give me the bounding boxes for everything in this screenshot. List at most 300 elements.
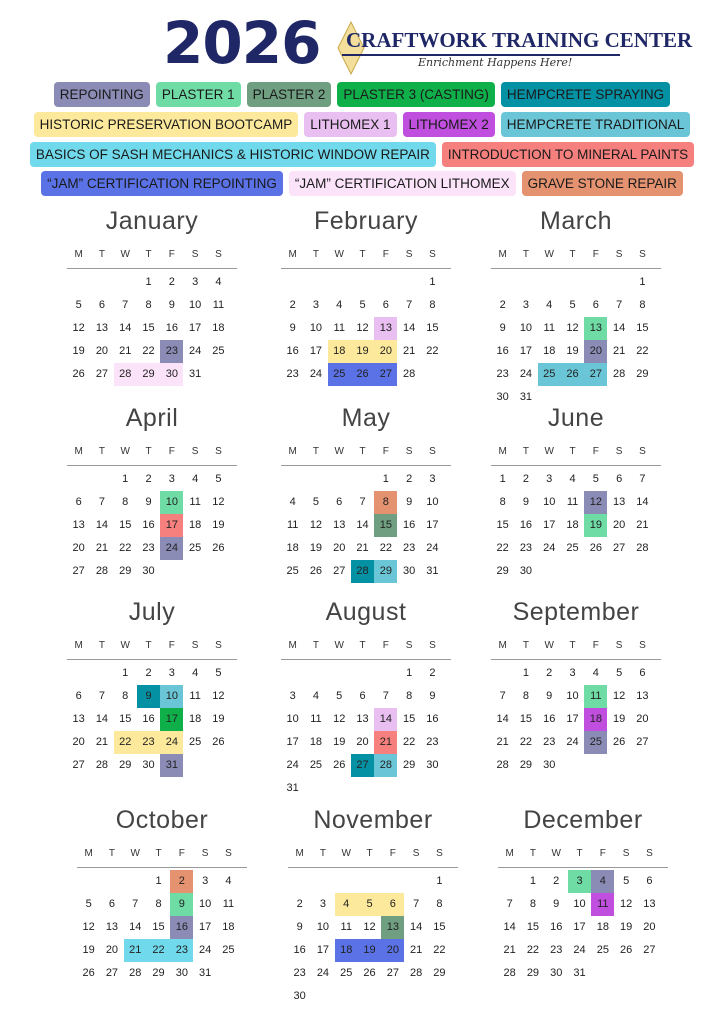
empty-day-cell [90, 271, 113, 294]
day-cell: 1 [499, 473, 506, 485]
day-cell: 31 [573, 967, 586, 979]
weekday-label: W [544, 249, 554, 260]
weekday-label: M [498, 446, 507, 457]
day-cell: 22 [526, 944, 540, 956]
legend-plaster-1: PLASTER 1 [156, 82, 241, 107]
day-cell: 1 [529, 875, 536, 887]
day-cell-event: 2 [170, 870, 193, 893]
weekday-label: W [544, 640, 554, 651]
day-cell: 20 [72, 736, 85, 748]
empty-day-cell [304, 468, 327, 491]
day-cell-event: 25 [328, 363, 351, 386]
legend-hempcrete-traditional: HEMPCRETE TRADITIONAL [501, 112, 691, 137]
day-cell-event: 12 [584, 491, 607, 514]
day-cell: 6 [382, 299, 389, 311]
day-cell: 19 [620, 921, 633, 933]
weekday-label: F [178, 848, 185, 859]
day-cell: 2 [499, 299, 506, 311]
empty-day-cell [67, 662, 90, 685]
day-cell: 31 [519, 391, 533, 403]
day-cell: 8 [522, 690, 529, 702]
day-grid [77, 870, 247, 985]
day-cell-event: 17 [160, 514, 183, 537]
day-cell: 2 [168, 276, 175, 288]
day-cell: 15 [526, 921, 540, 933]
day-cell-event: 17 [160, 708, 183, 731]
day-cell: 21 [503, 944, 516, 956]
day-cell: 8 [122, 690, 129, 702]
day-cell: 2 [145, 473, 152, 485]
day-cell-event: 21 [374, 731, 397, 754]
day-cell: 13 [356, 713, 369, 725]
day-cell: 18 [596, 921, 609, 933]
day-cell: 28 [636, 542, 649, 554]
day-cell-event: 28 [114, 363, 137, 386]
day-cell: 11 [286, 519, 299, 531]
day-cell: 25 [340, 967, 353, 979]
day-cell: 26 [212, 736, 225, 748]
day-cell-event: 16 [170, 916, 193, 939]
day-cell: 20 [636, 713, 649, 725]
day-cell: 24 [316, 967, 330, 979]
empty-day-cell [67, 271, 90, 294]
day-cell: 12 [72, 322, 85, 334]
day-grid [281, 468, 451, 583]
day-cell: 25 [189, 542, 202, 554]
day-cell: 29 [152, 967, 165, 979]
day-cell: 4 [192, 667, 199, 679]
day-cell: 16 [165, 322, 178, 334]
day-cell: 2 [296, 898, 303, 910]
weekday-label: M [74, 249, 83, 260]
weekday-label: M [74, 446, 83, 457]
day-cell: 17 [189, 322, 202, 334]
weekday-label: S [429, 446, 436, 457]
day-cell: 28 [496, 759, 509, 771]
day-cell-event: 22 [147, 939, 170, 962]
day-cell: 26 [589, 542, 602, 554]
empty-day-cell [288, 870, 311, 893]
weekday-label: M [84, 848, 93, 859]
day-cell: 6 [646, 875, 653, 887]
day-cell: 16 [142, 713, 155, 725]
day-cell-event: 20 [584, 340, 607, 363]
day-cell: 19 [613, 713, 626, 725]
weekday-header [67, 246, 237, 269]
day-cell: 27 [95, 368, 109, 380]
day-cell: 11 [340, 921, 352, 933]
day-cell: 30 [293, 990, 306, 1002]
month-title: January [105, 207, 199, 235]
day-cell: 26 [72, 368, 85, 380]
day-cell: 3 [192, 276, 199, 288]
day-cell: 25 [212, 345, 225, 357]
day-cell: 30 [426, 759, 439, 771]
day-cell: 12 [356, 322, 369, 334]
day-cell: 14 [503, 921, 516, 933]
day-cell: 18 [189, 713, 202, 725]
weekday-label: W [551, 848, 561, 859]
day-cell: 1 [639, 276, 646, 288]
day-cell: 10 [309, 322, 323, 334]
day-cell: 28 [403, 368, 416, 380]
day-cell: 3 [429, 473, 436, 485]
weekday-label: S [201, 848, 209, 859]
day-cell: 17 [566, 713, 579, 725]
day-cell: 15 [636, 322, 649, 334]
weekday-label: M [295, 848, 304, 859]
weekday-label: F [389, 848, 396, 859]
day-cell: 20 [105, 944, 119, 956]
day-cell: 11 [189, 690, 201, 702]
day-cell: 3 [202, 875, 209, 887]
day-cell-event: 23 [170, 939, 193, 962]
day-cell-event: 23 [137, 731, 160, 754]
day-cell: 16 [496, 345, 509, 357]
weekday-label: T [145, 446, 152, 457]
day-cell-event: 21 [124, 939, 147, 962]
day-cell: 1 [382, 473, 389, 485]
day-cell: 13 [613, 496, 626, 508]
day-cell: 29 [519, 759, 533, 771]
day-cell: 25 [286, 565, 299, 577]
day-cell-event: 26 [351, 363, 374, 386]
empty-day-cell [538, 271, 561, 294]
day-cell-event: 31 [160, 754, 183, 777]
day-cell: 30 [496, 391, 509, 403]
weekday-label: M [74, 640, 83, 651]
day-cell: 11 [333, 322, 345, 334]
day-cell: 15 [433, 921, 446, 933]
legend-jam-lithomex: “JAM” CERTIFICATION LITHOMEX [289, 171, 516, 196]
day-cell-event: 14 [374, 708, 397, 731]
day-cell: 14 [356, 519, 369, 531]
day-cell: 9 [522, 496, 529, 508]
day-cell: 12 [212, 690, 225, 702]
weekday-label: T [98, 249, 105, 260]
day-cell: 11 [212, 299, 225, 311]
day-cell: 16 [550, 921, 563, 933]
day-cell: 7 [122, 299, 129, 311]
day-cell: 14 [119, 322, 132, 334]
day-cell: 25 [566, 542, 579, 554]
day-cell: 6 [98, 299, 105, 311]
day-cell: 11 [189, 496, 201, 508]
day-cell: 16 [426, 713, 439, 725]
month-november [288, 805, 458, 1008]
day-cell: 9 [429, 690, 436, 702]
weekday-label: T [576, 848, 583, 859]
day-cell: 14 [496, 713, 509, 725]
day-cell: 21 [403, 345, 416, 357]
weekday-label: S [191, 640, 199, 651]
month-february [281, 206, 451, 386]
legend-jam-repointing: “JAM” CERTIFICATION REPOINTING [41, 171, 283, 196]
day-cell: 11 [222, 898, 235, 910]
day-cell: 22 [119, 542, 132, 554]
day-cell: 3 [319, 898, 326, 910]
day-cell: 3 [312, 299, 319, 311]
day-cell: 6 [616, 473, 623, 485]
day-cell: 17 [519, 345, 533, 357]
weekday-header [491, 246, 661, 269]
day-grid [281, 662, 451, 800]
day-cell: 10 [519, 322, 533, 334]
day-cell: 9 [289, 322, 296, 334]
day-cell: 7 [413, 898, 420, 910]
weekday-label: F [592, 640, 599, 651]
logo-name: CRAFTWORK TRAINING CENTER [346, 28, 693, 52]
day-cell: 20 [72, 542, 85, 554]
day-cell-event: 15 [374, 514, 397, 537]
weekday-label: W [120, 249, 130, 260]
day-cell: 22 [379, 542, 392, 554]
day-cell: 18 [222, 921, 235, 933]
day-cell: 28 [129, 967, 142, 979]
month-title: July [128, 598, 176, 626]
day-cell: 4 [569, 473, 576, 485]
day-cell: 19 [333, 736, 346, 748]
day-cell: 7 [382, 690, 389, 702]
day-cell: 23 [403, 542, 416, 554]
day-cell: 21 [119, 345, 132, 357]
day-cell: 27 [105, 967, 119, 979]
weekday-label: T [312, 249, 319, 260]
day-cell: 16 [293, 944, 306, 956]
day-cell: 30 [142, 565, 155, 577]
day-cell-event: 20 [374, 340, 397, 363]
empty-day-cell [100, 870, 123, 893]
day-cell: 9 [499, 322, 506, 334]
empty-day-cell [67, 468, 90, 491]
day-cell: 12 [333, 713, 346, 725]
day-cell: 23 [543, 736, 556, 748]
day-cell: 31 [286, 782, 299, 794]
weekday-header [491, 443, 661, 466]
day-cell: 7 [359, 496, 366, 508]
day-cell: 14 [410, 921, 423, 933]
day-cell: 24 [519, 368, 533, 380]
empty-day-cell [328, 468, 351, 491]
legend-row-1 [0, 82, 724, 107]
day-cell: 17 [543, 519, 556, 531]
day-cell: 24 [199, 944, 212, 956]
weekday-label: T [312, 640, 319, 651]
empty-day-cell [381, 870, 404, 893]
day-cell: 27 [636, 736, 649, 748]
day-cell: 30 [519, 565, 533, 577]
day-cell-event: 29 [374, 560, 397, 583]
weekday-label: M [288, 249, 297, 260]
month-title: February [313, 207, 419, 235]
empty-day-cell [351, 468, 374, 491]
day-cell: 21 [496, 736, 509, 748]
day-cell: 3 [168, 473, 175, 485]
day-cell-event: 19 [584, 514, 607, 537]
day-cell: 7 [506, 898, 513, 910]
day-grid [67, 662, 237, 777]
day-cell: 20 [333, 542, 346, 554]
empty-day-cell [304, 662, 327, 685]
logo [336, 20, 693, 76]
day-cell: 2 [522, 473, 529, 485]
day-cell: 27 [386, 967, 399, 979]
day-cell: 11 [310, 713, 322, 725]
weekday-label: S [429, 249, 436, 260]
day-cell: 25 [309, 759, 323, 771]
month-may [281, 403, 451, 583]
day-cell: 7 [98, 690, 105, 702]
day-cell: 19 [212, 519, 225, 531]
day-cell-event: 19 [358, 939, 381, 962]
day-cell: 10 [286, 713, 299, 725]
day-cell: 8 [145, 299, 152, 311]
day-cell: 17 [286, 736, 299, 748]
day-cell: 17 [199, 921, 212, 933]
day-cell-event: 18 [328, 340, 351, 363]
year-title: 2026 [163, 9, 321, 77]
day-cell: 13 [72, 519, 85, 531]
day-cell: 12 [212, 496, 225, 508]
month-august [281, 597, 451, 800]
day-cell: 8 [529, 898, 536, 910]
day-cell: 3 [289, 690, 296, 702]
legend-repointing: REPOINTING [54, 82, 150, 107]
day-cell: 21 [95, 542, 109, 554]
day-cell: 27 [333, 565, 346, 577]
day-cell: 13 [72, 713, 85, 725]
day-cell: 2 [546, 667, 553, 679]
day-cell: 14 [95, 713, 109, 725]
empty-day-cell [304, 271, 327, 294]
day-cell: 13 [105, 921, 119, 933]
month-december [498, 805, 668, 985]
day-cell: 3 [522, 299, 529, 311]
empty-day-cell [514, 271, 537, 294]
day-grid [491, 662, 661, 777]
day-cell: 9 [553, 898, 560, 910]
day-cell: 22 [426, 345, 439, 357]
legend-plaster-2: PLASTER 2 [247, 82, 332, 107]
day-cell-event: 11 [584, 685, 607, 708]
day-cell: 26 [363, 967, 376, 979]
day-cell: 5 [623, 875, 630, 887]
day-cell: 12 [613, 690, 626, 702]
day-cell: 24 [286, 759, 299, 771]
day-cell: 30 [550, 967, 563, 979]
day-cell: 10 [189, 299, 202, 311]
day-cell: 2 [289, 299, 296, 311]
day-cell: 20 [613, 519, 626, 531]
empty-day-cell [281, 271, 304, 294]
weekday-label: W [334, 640, 344, 651]
weekday-label: T [529, 848, 536, 859]
day-cell: 8 [122, 496, 129, 508]
day-cell: 25 [222, 944, 235, 956]
day-cell: 5 [312, 496, 319, 508]
day-cell: 26 [212, 542, 225, 554]
day-cell: 26 [82, 967, 95, 979]
day-cell: 6 [592, 299, 599, 311]
weekday-label: S [405, 249, 413, 260]
day-cell: 7 [406, 299, 413, 311]
legend-lithomex-2: LITHOMEX 2 [403, 112, 495, 137]
day-cell: 19 [212, 713, 225, 725]
empty-day-cell [561, 271, 584, 294]
day-cell: 23 [426, 736, 439, 748]
weekday-label: S [615, 249, 623, 260]
day-cell: 20 [95, 345, 109, 357]
day-cell-event: 27 [374, 363, 397, 386]
day-cell-event: 11 [591, 893, 614, 916]
day-cell: 15 [119, 519, 132, 531]
day-cell: 15 [152, 921, 165, 933]
day-cell-event: 25 [584, 731, 607, 754]
weekday-label: F [382, 446, 389, 457]
empty-day-cell [374, 662, 397, 685]
day-cell-event: 9 [137, 685, 160, 708]
day-cell: 10 [566, 690, 579, 702]
weekday-label: T [319, 848, 326, 859]
day-cell: 17 [426, 519, 439, 531]
month-title: December [523, 806, 643, 834]
day-cell: 23 [142, 542, 155, 554]
weekday-label: T [569, 249, 576, 260]
day-cell: 11 [543, 322, 555, 334]
weekday-label: W [544, 446, 554, 457]
day-cell: 4 [546, 299, 553, 311]
weekday-label: T [155, 848, 162, 859]
day-cell: 26 [620, 944, 633, 956]
day-cell-event: 20 [381, 939, 404, 962]
day-cell: 30 [543, 759, 556, 771]
empty-day-cell [491, 662, 514, 685]
day-cell: 21 [613, 345, 626, 357]
weekday-label: F [592, 446, 599, 457]
legend-row-2 [0, 112, 724, 137]
day-cell: 10 [316, 921, 330, 933]
weekday-label: S [191, 249, 199, 260]
day-cell: 5 [215, 667, 222, 679]
day-cell: 5 [85, 898, 92, 910]
empty-day-cell [90, 662, 113, 685]
day-cell-event: 25 [538, 363, 561, 386]
day-cell-event: 10 [160, 491, 183, 514]
day-cell-event: 4 [591, 870, 614, 893]
day-grid [67, 468, 237, 583]
weekday-header [288, 845, 458, 868]
day-cell: 25 [189, 736, 202, 748]
weekday-label: T [359, 640, 366, 651]
day-cell: 10 [543, 496, 556, 508]
day-cell-event: 29 [137, 363, 160, 386]
day-cell: 6 [108, 898, 115, 910]
day-cell: 20 [643, 921, 656, 933]
day-cell: 15 [496, 519, 509, 531]
day-cell: 5 [616, 667, 623, 679]
day-cell: 27 [72, 565, 85, 577]
day-cell: 13 [636, 690, 649, 702]
weekday-label: S [436, 848, 443, 859]
weekday-label: T [312, 446, 319, 457]
day-cell: 13 [95, 322, 109, 334]
day-cell: 29 [119, 759, 132, 771]
day-cell: 26 [309, 565, 323, 577]
weekday-label: F [382, 249, 389, 260]
day-cell: 3 [546, 473, 553, 485]
empty-day-cell [358, 870, 381, 893]
weekday-label: T [108, 848, 115, 859]
